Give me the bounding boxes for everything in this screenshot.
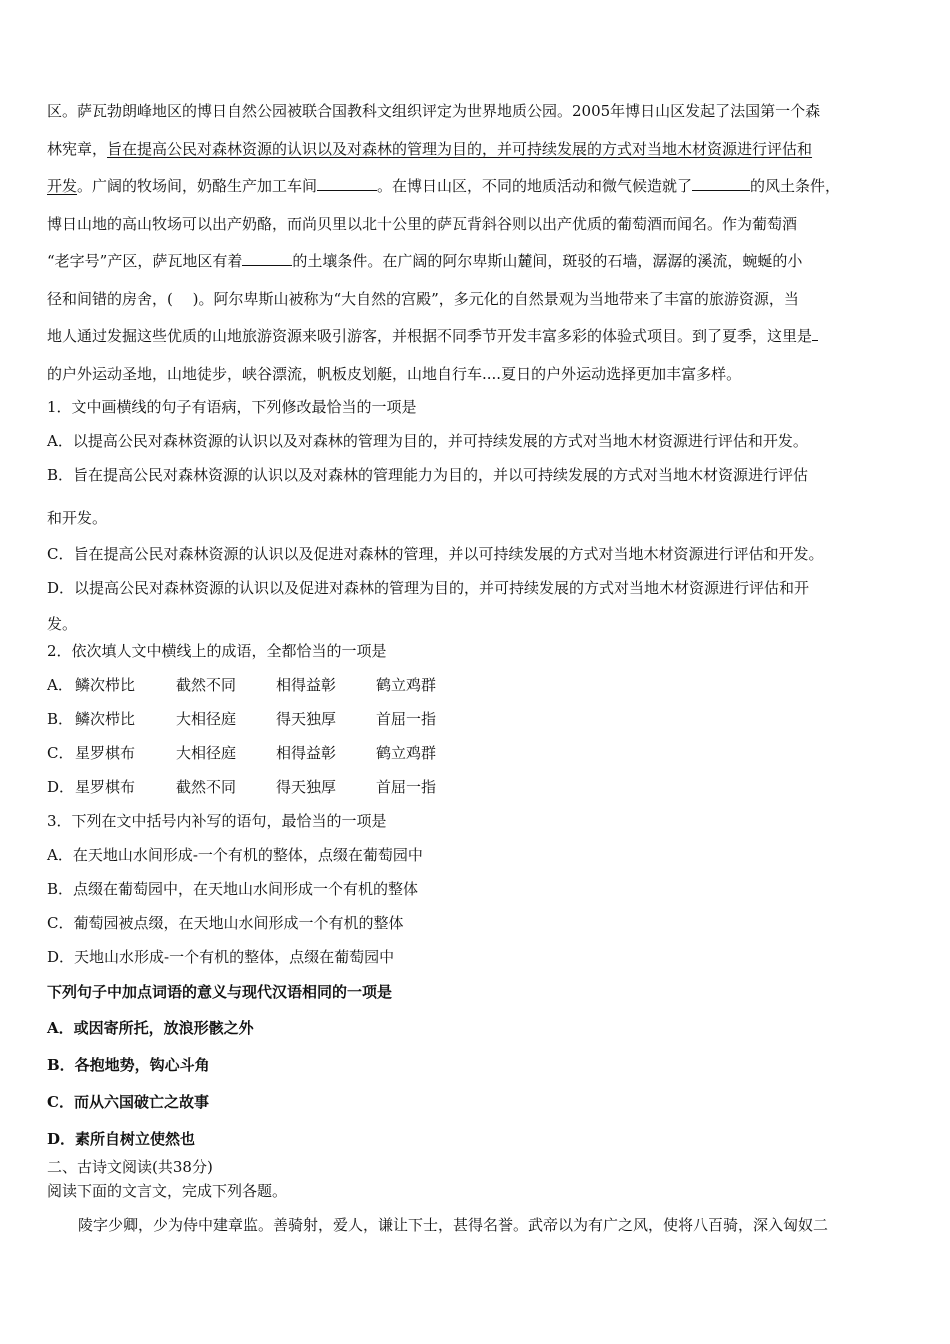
passage-line: 径和间错的房舍，( )。阿尔卑斯山被称为“大自然的宫殿”，多元化的自然景观为当地带来了丰富的旅游资源，当 bbox=[47, 289, 799, 308]
option-c: C．而从六国破亡之故事 bbox=[47, 1093, 209, 1111]
passage-text: 。在博日山区，不同的地质活动和微气候造就了 bbox=[377, 177, 693, 195]
fill-blank-4 bbox=[812, 322, 818, 341]
option-label: C． bbox=[47, 744, 74, 762]
idiom: 鹤立鸡群 bbox=[376, 744, 437, 762]
idiom: 截然不同 bbox=[176, 676, 237, 694]
question-1 bbox=[47, 390, 907, 641]
option-d: D．天地山水形成-一个有机的整体，点缀在葡萄园中 bbox=[47, 948, 395, 966]
idiom: 相得益彰 bbox=[276, 676, 337, 694]
idiom: 首屈一指 bbox=[376, 778, 437, 796]
passage-text: 林宪章， bbox=[47, 139, 108, 158]
idiom: 截然不同 bbox=[176, 778, 237, 796]
idiom: 鳞次栉比 bbox=[75, 710, 136, 728]
passage-line: 区。萨瓦勃朗峰地区的博日自然公园被联合国教科文组织评定为世界地质公园。2005年博日山区发起了法国第一个森 bbox=[47, 102, 821, 120]
option-b: B．各抱地势，钩心斗角 bbox=[47, 1056, 210, 1074]
underlined-sentence-end: 开发 bbox=[47, 177, 78, 195]
fill-blank-3 bbox=[242, 247, 292, 266]
option-c bbox=[47, 736, 907, 770]
idiom: 得天独厚 bbox=[276, 710, 337, 728]
option-d-cont: 发。 bbox=[47, 615, 78, 633]
question-stem: 下列句子中加点词语的意义与现代汉语相同的一项是 bbox=[47, 983, 393, 1001]
question-3 bbox=[47, 804, 907, 974]
passage-text: “老字号”产区，萨瓦地区有着 bbox=[47, 252, 243, 270]
fill-blank-1 bbox=[317, 172, 377, 191]
option-a: A．或因寄所托，放浪形骸之外 bbox=[47, 1019, 254, 1037]
classical-text: 陵字少卿，少为侍中建章监。善骑射，爱人，谦让下士，甚得名誉。武帝以为有广之风，使将八百骑，深入匈奴二 bbox=[78, 1216, 829, 1234]
option-b-cont: 和开发。 bbox=[47, 509, 108, 527]
passage-text: 地人通过发掘这些优质的山地旅游资源来吸引游客，并根据不同季节开发丰富多彩的体验式项目。到了夏季，这里是 bbox=[47, 327, 813, 345]
idiom: 相得益彰 bbox=[276, 744, 337, 762]
passage-line: 博日山地的高山牧场可以出产奶酪，而尚贝里以北十公里的萨瓦背斜谷则以出产优质的葡萄酒而闻名。作为葡萄酒 bbox=[47, 214, 798, 233]
question-stem: 1．文中画横线的句子有语病，下列修改最恰当的一项是 bbox=[47, 398, 417, 416]
idiom: 得天独厚 bbox=[276, 778, 337, 796]
idiom: 星罗棋布 bbox=[75, 778, 136, 796]
option-label: D． bbox=[47, 778, 75, 796]
question-stem: 3．下列在文中括号内补写的语句，最恰当的一项是 bbox=[47, 812, 387, 830]
option-d bbox=[47, 770, 907, 804]
passage-line bbox=[47, 168, 907, 206]
section-heading: 二、古诗文阅读(共38分) bbox=[47, 1158, 213, 1176]
passage-line bbox=[47, 318, 907, 356]
question-2 bbox=[47, 634, 907, 804]
option-d: D．素所自树立使然也 bbox=[47, 1130, 196, 1148]
option-label: A． bbox=[47, 676, 73, 694]
option-c: C．旨在提高公民对森林资源的认识以及促进对森林的管理，并以可持续发展的方式对当地木材资源进行评估和开发。 bbox=[47, 545, 824, 563]
passage-text: 的风土条件， bbox=[750, 177, 841, 195]
passage-text: 。广阔的牧场间，奶酪生产加工车间 bbox=[77, 177, 318, 195]
fill-blank-2 bbox=[692, 172, 750, 191]
passage-line bbox=[47, 243, 907, 281]
question-4 bbox=[47, 975, 907, 1156]
option-label: B． bbox=[47, 710, 74, 728]
option-c: C．葡萄园被点缀，在天地山水间形成一个有机的整体 bbox=[47, 914, 404, 932]
section-instruction: 阅读下面的文言文，完成下列各题。 bbox=[47, 1182, 288, 1200]
question-stem: 2．依次填人文中横线上的成语，全都恰当的一项是 bbox=[47, 642, 387, 660]
idiom: 首屈一指 bbox=[376, 710, 437, 728]
option-a: A．以提高公民对森林资源的认识以及对森林的管理为目的，并可持续发展的方式对当地木材资源进行评估和开发。 bbox=[47, 432, 808, 450]
option-b: B．旨在提高公民对森林资源的认识以及对森林的管理能力为目的，并以可持续发展的方式对当地木材资源进行评估 bbox=[47, 466, 809, 484]
option-b bbox=[47, 702, 907, 736]
underlined-sentence: 旨在提高公民对森林资源的认识以及对森林的管理为目的，并可持续发展的方式对当地木材资源进行评估和 bbox=[107, 139, 813, 158]
reading-passage bbox=[47, 93, 907, 393]
option-a bbox=[47, 668, 907, 702]
option-b: B．点缀在葡萄园中，在天地山水间形成一个有机的整体 bbox=[47, 880, 419, 898]
idiom: 鹤立鸡群 bbox=[376, 676, 437, 694]
idiom: 大相径庭 bbox=[176, 710, 237, 728]
idiom: 大相径庭 bbox=[176, 744, 237, 762]
passage-text: 的土壤条件。在广阔的阿尔卑斯山麓间，斑驳的石墙，潺潺的溪流，蜿蜒的小 bbox=[292, 252, 803, 270]
idiom: 鳞次栉比 bbox=[75, 676, 136, 694]
passage-line bbox=[47, 131, 907, 169]
option-a: A．在天地山水间形成-一个有机的整体，点缀在葡萄园中 bbox=[47, 846, 423, 864]
option-d: D．以提高公民对森林资源的认识以及促进对森林的管理为目的，并可持续发展的方式对当地木材资源进行评估和开 bbox=[47, 579, 810, 597]
idiom: 星罗棋布 bbox=[75, 744, 136, 762]
passage-line: 的户外运动圣地，山地徒步，峡谷漂流，帆板皮划艇，山地自行车....夏日的户外运动选择更加丰富多样。 bbox=[47, 364, 742, 383]
